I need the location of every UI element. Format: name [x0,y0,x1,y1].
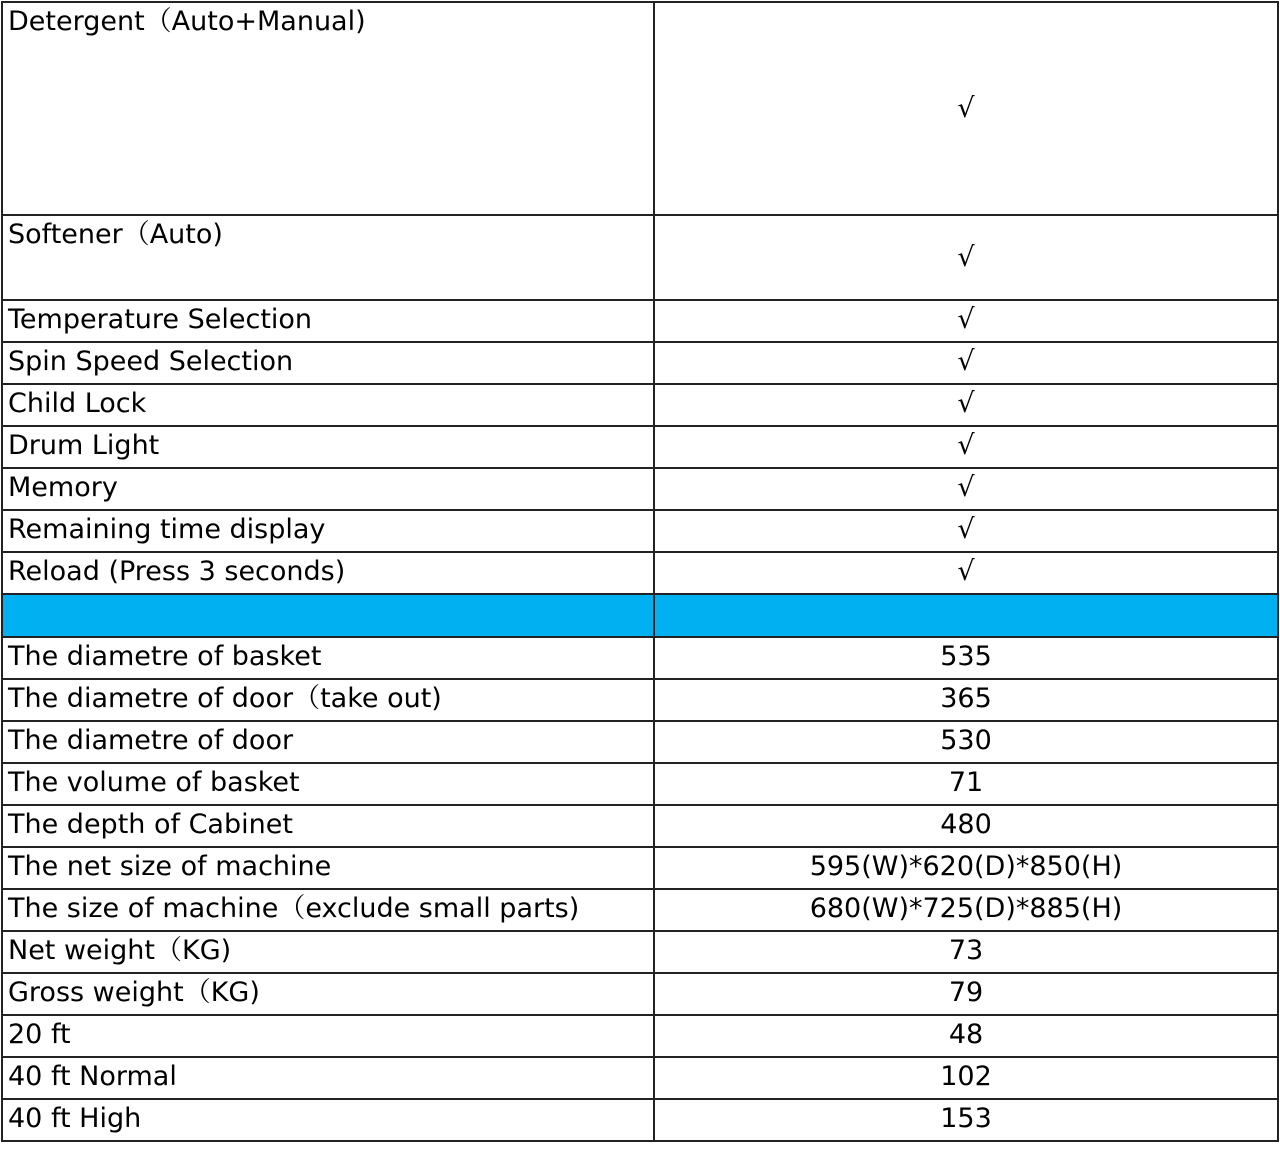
feature-check: √ [654,215,1278,300]
spec-value: 480 [654,805,1278,847]
spec-value: 595(W)*620(D)*850(H) [654,847,1278,889]
section-divider-row [2,594,1278,637]
spec-label: The size of machine（exclude small parts) [2,889,654,931]
feature-check: √ [654,300,1278,342]
table-row [2,637,1278,679]
spec-value: 79 [654,973,1278,1015]
table-row [2,2,1278,215]
feature-check: √ [654,552,1278,594]
feature-check: √ [654,426,1278,468]
feature-label: Softener（Auto) [2,215,654,300]
spec-value: 73 [654,931,1278,973]
feature-label: Temperature Selection [2,300,654,342]
table-row [2,805,1278,847]
spec-label: 20 ft [2,1015,654,1057]
table-row [2,300,1278,342]
table-row [2,510,1278,552]
table-row [2,552,1278,594]
spec-value: 102 [654,1057,1278,1099]
feature-check: √ [654,384,1278,426]
feature-label: Child Lock [2,384,654,426]
feature-label: Drum Light [2,426,654,468]
table-row [2,215,1278,300]
spec-label: Net weight（KG) [2,931,654,973]
feature-label: Reload (Press 3 seconds) [2,552,654,594]
table-row [2,973,1278,1015]
table-row [2,426,1278,468]
spec-label: 40 ft High [2,1099,654,1141]
table-row [2,1015,1278,1057]
feature-check: √ [654,2,1278,215]
table-row [2,384,1278,426]
table-row [2,1057,1278,1099]
table-row [2,889,1278,931]
spec-value: 680(W)*725(D)*885(H) [654,889,1278,931]
spec-value: 535 [654,637,1278,679]
feature-label: Remaining time display [2,510,654,552]
spec-label: Gross weight（KG) [2,973,654,1015]
spec-value: 530 [654,721,1278,763]
spec-value: 48 [654,1015,1278,1057]
spec-label: The net size of machine [2,847,654,889]
table-row [2,763,1278,805]
spec-label: The diametre of door [2,721,654,763]
spec-value: 71 [654,763,1278,805]
spec-label: The diametre of door（take out) [2,679,654,721]
divider-cell [654,594,1278,637]
table-row [2,847,1278,889]
spec-label: The volume of basket [2,763,654,805]
spec-value: 153 [654,1099,1278,1141]
feature-label: Memory [2,468,654,510]
divider-cell [2,594,654,637]
table-row [2,679,1278,721]
spec-table [1,1,1279,1142]
table-row [2,1099,1278,1141]
spec-label: The diametre of basket [2,637,654,679]
feature-check: √ [654,468,1278,510]
spec-label: The depth of Cabinet [2,805,654,847]
table-row [2,721,1278,763]
table-row [2,342,1278,384]
spec-label: 40 ft Normal [2,1057,654,1099]
spec-value: 365 [654,679,1278,721]
feature-label: Detergent（Auto+Manual) [2,2,654,215]
table-row [2,468,1278,510]
feature-check: √ [654,342,1278,384]
table-row [2,931,1278,973]
feature-check: √ [654,510,1278,552]
feature-label: Spin Speed Selection [2,342,654,384]
